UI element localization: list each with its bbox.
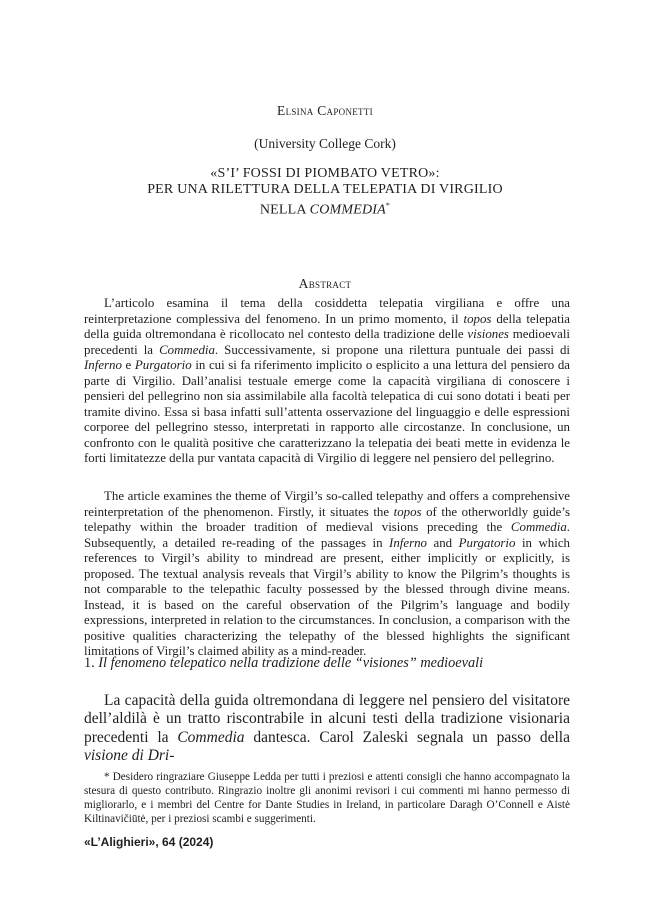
footnote: * Desidero ringraziare Giuseppe Ledda per tutti i preziosi e attenti consigli che hanno accompagnato la stesura di questo contributo. Ringrazio inoltre gli anonimi revisori i cui commenti mi hanno permesso di migliorarlo, e i membri del Centre for Dante Studies in Ireland, in particolare Daragh O’Connell e Aistė Kiltinavičiūtė, per i preziosi scambi e suggerimenti. xyxy=(84,771,570,825)
author-name: Elsina Caponetti xyxy=(277,103,373,118)
journal-citation: «L’Alighieri», 64 (2024) xyxy=(84,835,214,849)
abstract-heading: Abstract xyxy=(298,276,352,291)
body-paragraph: La capacità della guida oltremondana di leggere nel pensiero del visitatore dell’aldilà è un tratto riscontrabile in alcuni testi della tradizione visionaria precedenti la Commedia dantesca. Carol Zaleski segnala un passo della visione di Dri- xyxy=(84,692,570,764)
title-footnote-mark: * xyxy=(385,201,391,210)
section-heading: 1. Il fenomeno telepatico nella tradizione delle “visiones” medioevali xyxy=(84,655,484,671)
abstract-english: The article examines the theme of Virgil’s so-called telepathy and offers a comprehensive reinterpretation of the phenomenon. Firstly, it situates the topos of the otherworldly guide’s telepathy within the broader tradition of medieval visions preceding the Commedia. Subsequently, a detailed re-reading of the passages in Inferno and Purgatorio in which references to Virgil’s ability to mindread are present, either implicitly or explicitly, is proposed. The textual analysis reveals that Virgil’s ability to know the Pilgrim’s thoughts is not comparable to the telepathic faculty possessed by the blessed through divine means. Instead, it is based on the careful observation of the Pilgrim’s language and bodily expressions, interpreted in relation to the circumstances. In conclusion, a comparison with the positive qualities characterizing the telepathy of the blessed highlights the significant limitations of Virgil’s claimed ability as a mind-reader. xyxy=(84,489,571,658)
abstract-italian: L’articolo esamina il tema della cosiddetta telepatia virgiliana e offre una reinterpretazione complessiva del fenomeno. In un primo momento, il topos della telepatia della guida oltremondana è ricollocato nel contesto della tradizione delle visiones medioevali precedenti la Commedia. Successivamente, si propone una rilettura puntuale dei passi di Inferno e Purgatorio in cui si fa riferimento implicito o esplicito a una lettura del pensiero da parte di Virgilio. Dall’analisi testuale emerge come la capacità virgiliana di conoscere i pensieri del pellegrino non sia assimilabile alla facoltà telepatica di cui sono dotati i beati per tramite divino. Essa si basa infatti sull’attenta osservazione del linguaggio e delle espressioni corporee del pellegrino stesso, interpretati in rapporto alle circostanze. In conclusione, un confronto con le qualità positive che caratterizzano la telepatia dei beati mette in evidenza le forti limitatezze della pur vantata capacità di Virgilio di leggere nel pensiero del pellegrino. xyxy=(84,296,571,465)
author-affiliation: (University College Cork) xyxy=(254,136,396,151)
title-line-2: PER UNA RILETTURA DELLA TELEPATIA DI VIRGILIO xyxy=(147,182,503,197)
article-title xyxy=(0,166,650,219)
title-line-1: «S’I’ FOSSI DI PIOMBATO VETRO»: xyxy=(210,166,440,181)
title-line-3: NELLA COMMEDIA* xyxy=(259,201,391,218)
